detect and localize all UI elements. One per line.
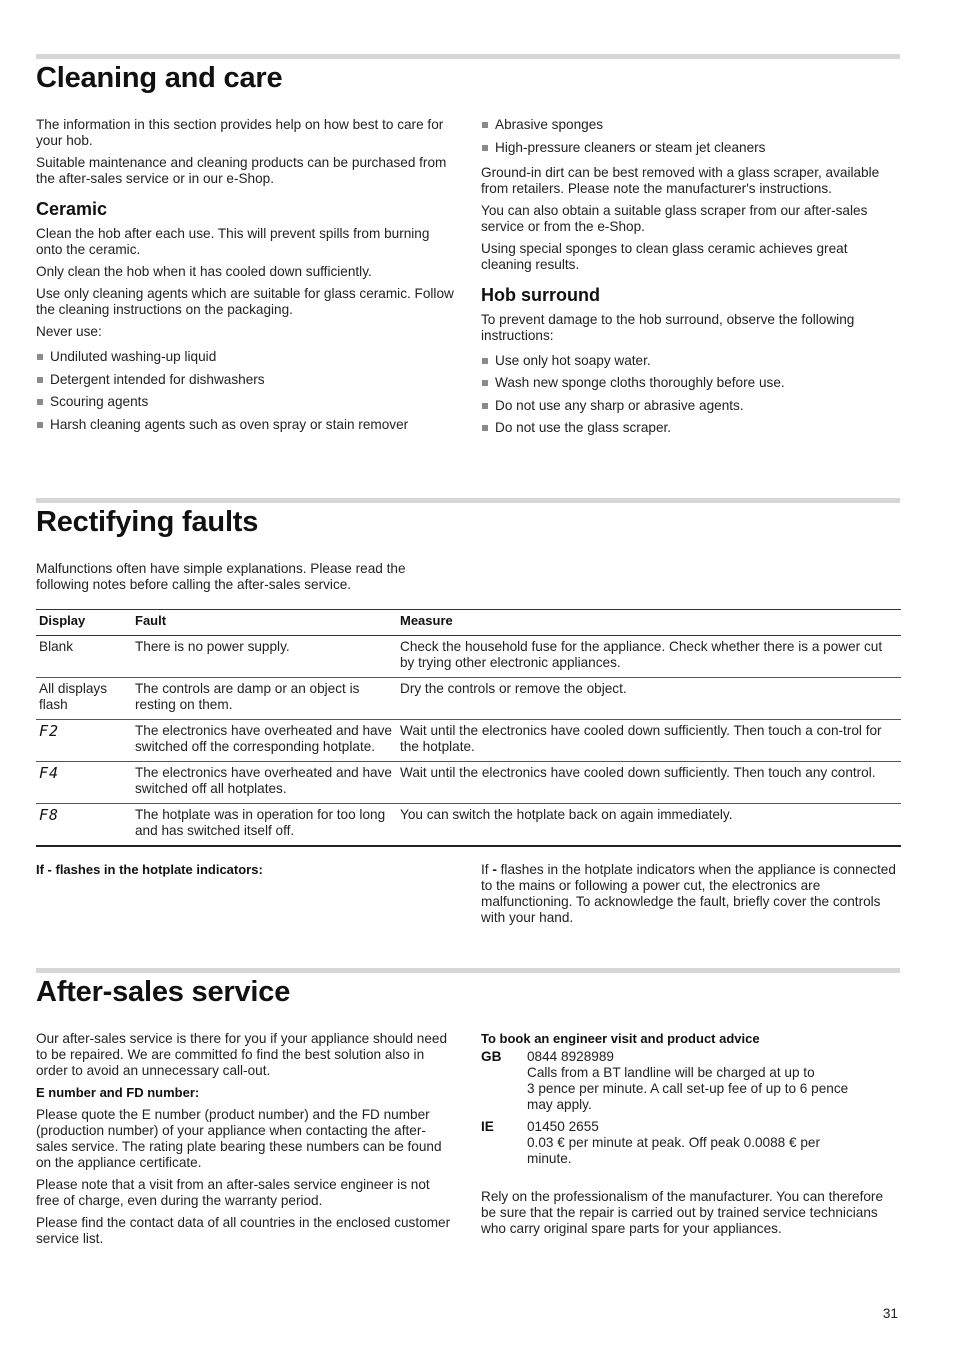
contact-note: Calls from a BT landline will be charged at up to (527, 1065, 815, 1080)
table-row (36, 678, 901, 720)
section-title-cleaning: Cleaning and care (36, 62, 283, 94)
contact-note: may apply. (527, 1097, 592, 1112)
list-item: Wash new sponge cloths thoroughly before use. (481, 375, 899, 391)
e-number-heading: E number and FD number: (36, 1085, 200, 1100)
phone-number: 01450 2655 (527, 1119, 599, 1134)
never-use-list-continued (481, 117, 899, 156)
contact-ie (481, 1119, 899, 1167)
contact-note: 0.03 € per minute at peak. Off peak 0.0088 € per (527, 1135, 820, 1150)
ceramic-paragraph: Clean the hob after each use. This will prevent spills from burning onto the ceramic. (36, 226, 430, 257)
measure-cell: Wait until the electronics have cooled down sufficiently. Then touch any control. (397, 762, 901, 804)
list-item: Use only hot soapy water. (481, 353, 899, 369)
fault-code-display: F2 (39, 722, 60, 740)
column-header-display: Display (36, 610, 132, 636)
fault-cell: The hotplate was in operation for too long and has switched itself off. (132, 804, 397, 847)
ceramic-paragraph: Only clean the hob when it has cooled down sufficiently. (36, 264, 372, 279)
ceramic-paragraph: Using special sponges to clean glass ceramic achieves great cleaning results. (481, 240, 848, 272)
fault-code-display: F8 (39, 806, 60, 824)
service-right-column (481, 1031, 899, 1243)
fault-cell: The electronics have overheated and have switched off the corresponding hotplate. (132, 720, 397, 762)
fault-cell: The controls are damp or an object is resting on them. (132, 678, 397, 720)
section-title-service: After-sales service (36, 976, 291, 1008)
never-use-list (36, 349, 454, 433)
page-number: 31 (882, 1306, 898, 1321)
list-item: Do not use the glass scraper. (481, 420, 899, 436)
country-code: GB (481, 1049, 502, 1064)
flash-dash: - (492, 862, 497, 877)
contact-note: minute. (527, 1151, 572, 1166)
list-item: Scouring agents (36, 394, 454, 410)
phone-number: 0844 8928989 (527, 1049, 614, 1064)
section-title-faults: Rectifying faults (36, 506, 259, 538)
list-item: Do not use any sharp or abrasive agents. (481, 398, 899, 414)
list-item: Harsh cleaning agents such as oven spray or stain remover (36, 417, 454, 433)
flash-paragraph (481, 862, 899, 926)
list-item: High-pressure cleaners or steam jet cleaners (481, 140, 899, 156)
book-engineer-heading: To book an engineer visit and product advice (481, 1031, 760, 1046)
cleaning-left-column (36, 117, 454, 439)
service-intro: Our after-sales service is there for you if your appliance should need to be repaired. We are committed fo find the best solution also in order to avoid an unnecessary call-out. (36, 1031, 448, 1078)
service-left-column (36, 1031, 454, 1253)
column-header-fault: Fault (132, 610, 397, 636)
table-row (36, 762, 901, 804)
ceramic-heading: Ceramic (36, 199, 108, 219)
intro-paragraph: Suitable maintenance and cleaning products can be purchased from the after-sales service or in our e-Shop. (36, 155, 447, 186)
flash-heading: If - flashes in the hotplate indicators: (36, 862, 263, 877)
fault-code-display: F4 (39, 764, 60, 782)
section-rule (36, 498, 900, 503)
contact-gb (481, 1049, 899, 1113)
service-paragraph: Please find the contact data of all countries in the enclosed customer service list. (36, 1215, 451, 1246)
hob-surround-list (481, 353, 899, 437)
column-header-measure: Measure (397, 610, 901, 636)
faults-intro: Malfunctions often have simple explanations. Please read the following notes before calling the after-sales service. (36, 561, 406, 592)
list-item: Abrasive sponges (481, 117, 899, 133)
contact-note: 3 pence per minute. A call set-up fee of up to 6 pence (527, 1081, 849, 1096)
measure-cell: Check the household fuse for the appliance. Check whether there is a power cut by trying other electronic appliances. (397, 636, 901, 678)
intro-paragraph: The information in this section provides help on how best to care for your hob. (36, 117, 444, 148)
table-row (36, 636, 901, 678)
table-header-row (36, 610, 901, 636)
faults-table (36, 609, 901, 847)
display-cell (36, 804, 132, 847)
list-item: Detergent intended for dishwashers (36, 372, 454, 388)
display-cell: Blank (36, 636, 132, 678)
country-code: IE (481, 1119, 494, 1134)
fault-cell: The electronics have overheated and have switched off all hotplates. (132, 762, 397, 804)
cleaning-right-column (481, 117, 899, 443)
table-row (36, 720, 901, 762)
flash-text: flashes in the hotplate indicators when the appliance is connected to the mains or following a power cut, the electronics are malfunctioning. To acknowledge the fault, briefly cover the controls with your hand. (481, 862, 896, 925)
ceramic-paragraph: You can also obtain a suitable glass scraper from our after-sales service or from the e-Shop. (481, 202, 868, 234)
ceramic-paragraph: Use only cleaning agents which are suitable for glass ceramic. Follow the cleaning instructions on the packaging. (36, 286, 454, 317)
section-rule (36, 968, 900, 973)
hob-surround-heading: Hob surround (481, 284, 600, 305)
flash-prefix: If (481, 862, 489, 877)
measure-cell: Wait until the electronics have cooled down sufficiently. Then touch a con-trol for the hotplate. (397, 720, 901, 762)
service-paragraph: Please quote the E number (product number) and the FD number (production number) of your appliance when contacting the after-sales service. The rating plate bearing these numbers can be found on the appliance certificate. (36, 1107, 442, 1170)
ceramic-paragraph: Ground-in dirt can be best removed with a glass scraper, available from retailers. Please note the manufacturer's instructions. (481, 164, 880, 196)
section-rule (36, 54, 900, 59)
measure-cell: You can switch the hotplate back on again immediately. (397, 804, 901, 847)
service-paragraph: Please note that a visit from an after-sales service engineer is not free of charge, even during the warranty period. (36, 1177, 430, 1208)
display-cell: All displays flash (36, 678, 132, 720)
never-use-label: Never use: (36, 324, 102, 339)
display-cell (36, 720, 132, 762)
display-cell (36, 762, 132, 804)
list-item: Undiluted washing-up liquid (36, 349, 454, 365)
service-closing: Rely on the professionalism of the manufacturer. You can therefore be sure that the repair is carried out by trained service technicians who carry original spare parts for your appliances. (481, 1189, 884, 1236)
fault-cell: There is no power supply. (132, 636, 397, 678)
table-row (36, 804, 901, 847)
measure-cell: Dry the controls or remove the object. (397, 678, 901, 720)
hob-surround-intro: To prevent damage to the hob surround, observe the following instructions: (481, 311, 855, 343)
